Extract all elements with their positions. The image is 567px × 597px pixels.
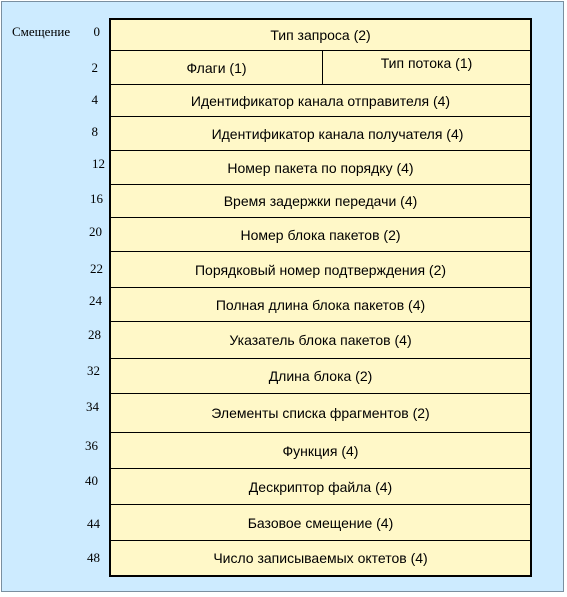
offset-32: 32 <box>87 363 100 378</box>
field-stream-type <box>323 51 530 84</box>
offset-28: 28 <box>88 327 101 342</box>
field-flags <box>111 51 323 84</box>
field-label: Элементы списка фрагментов (2) <box>211 405 430 421</box>
field-label: Тип запроса (2) <box>270 27 371 43</box>
field-ack-sequence-number <box>111 252 530 288</box>
field-octets-to-write <box>111 541 530 575</box>
field-request-type <box>111 20 530 51</box>
offset-20: 20 <box>89 224 102 239</box>
field-receiver-channel-id <box>111 117 530 151</box>
offset-36: 36 <box>85 438 98 453</box>
offset-8: 8 <box>91 124 98 139</box>
field-function <box>111 433 530 469</box>
field-flags-stream-type <box>111 51 530 85</box>
diagram-frame <box>1 1 564 592</box>
offset-24: 24 <box>89 293 102 308</box>
field-label: Идентификатор канала получателя (4) <box>211 125 464 142</box>
field-label: Дескриптор файла (4) <box>248 478 393 495</box>
field-label: Номер блока пакетов (2) <box>240 226 401 243</box>
field-label: Полная длина блока пакетов (4) <box>215 296 426 313</box>
field-label: Число записываемых октетов (4) <box>213 550 428 566</box>
field-transmission-delay <box>111 185 530 218</box>
offset-16: 16 <box>90 191 103 206</box>
field-sender-channel-id <box>111 85 530 117</box>
offset-40: 40 <box>85 473 98 488</box>
field-label: Тип потока (1) <box>380 55 473 71</box>
field-base-offset <box>111 505 530 541</box>
offset-0: 0 <box>93 24 100 39</box>
field-label: Идентификатор канала отправителя (4) <box>190 92 451 109</box>
field-file-descriptor <box>111 469 530 505</box>
field-label: Порядковый номер подтверждения (2) <box>194 261 447 278</box>
field-fragment-list-items <box>111 394 530 433</box>
field-packet-block-total-length <box>111 288 530 322</box>
field-label: Номер пакета по порядку (4) <box>227 159 414 176</box>
offset-column-title: Смещение <box>12 24 71 39</box>
field-block-length <box>111 359 530 394</box>
field-packet-sequence-number <box>111 151 530 185</box>
field-packet-block-number <box>111 218 530 252</box>
field-label: Функция (4) <box>282 442 359 459</box>
packet-header-table <box>109 18 532 577</box>
field-label: Длина блока (2) <box>268 368 373 384</box>
field-label: Флаги (1) <box>186 59 247 76</box>
field-label: Время задержки передачи (4) <box>223 193 418 209</box>
offset-34: 34 <box>86 399 99 414</box>
offset-48: 48 <box>87 550 100 565</box>
field-packet-block-pointer <box>111 322 530 359</box>
offset-2: 2 <box>91 60 98 75</box>
field-label: Указатель блока пакетов (4) <box>229 332 412 348</box>
offset-22: 22 <box>90 261 103 276</box>
offset-44: 44 <box>87 516 100 531</box>
offset-12: 12 <box>92 156 105 171</box>
offset-4: 4 <box>91 92 98 107</box>
field-label: Базовое смещение (4) <box>247 514 394 531</box>
